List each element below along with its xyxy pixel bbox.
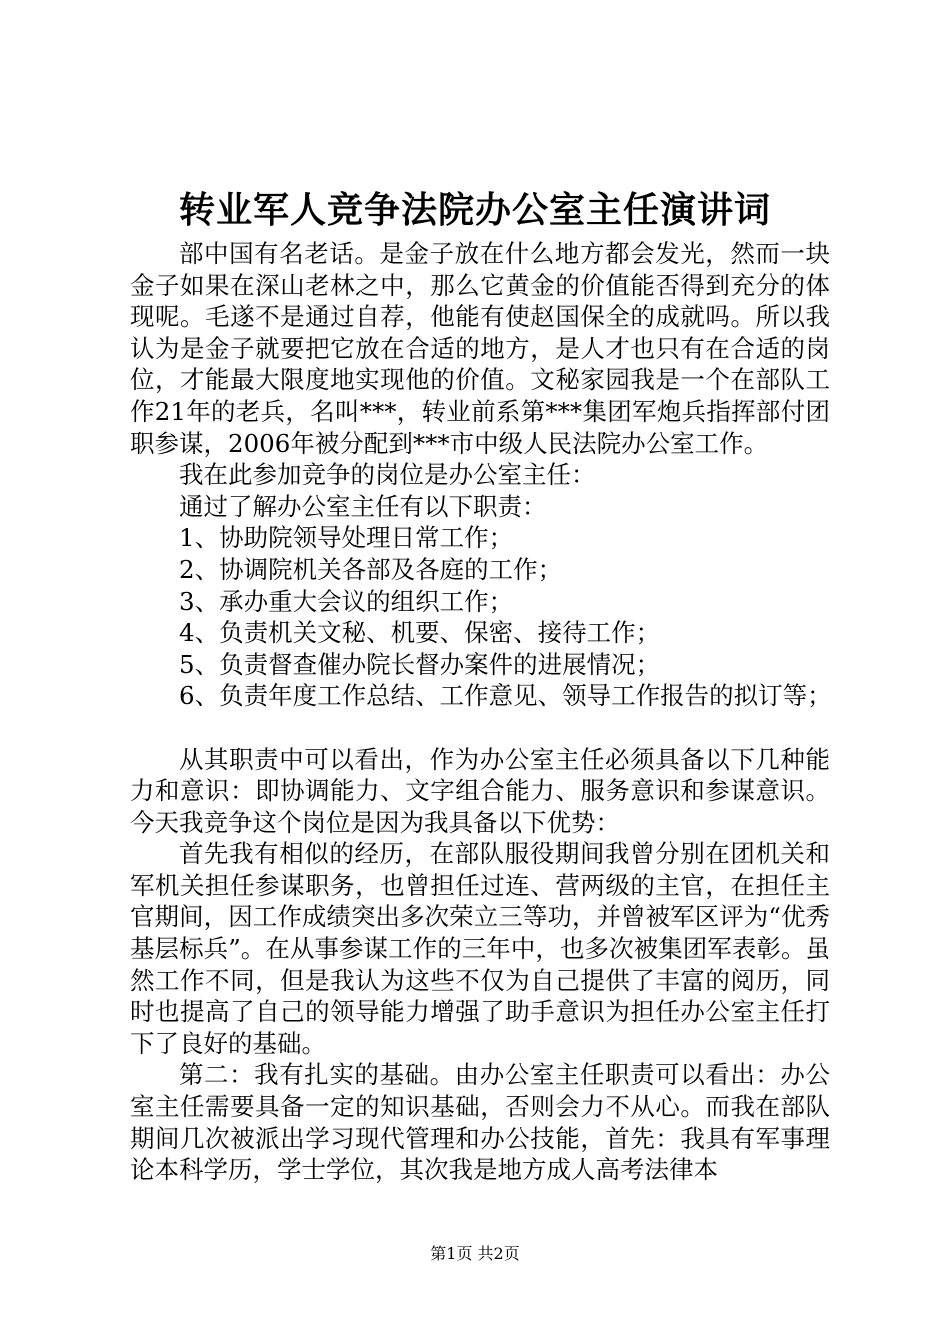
duty-item: 3、承办重大会议的组织工作； bbox=[179, 586, 514, 616]
paragraph-abilities: 从其职责中可以看出，作为办公室主任必须具备以下几种能力和意识：即协调能力、文字组合能力、服务意识和参谋意识。今天我竞争这个岗位是因为我具备以下优势： bbox=[130, 744, 830, 837]
paragraph-intro: 部中国有名老话。是金子放在什么地方都会发光，然而一块金子如果在深山老林之中，那么它黄金的价值能否得到充分的体现呢。毛遂不是通过自荐，他能有使赵国保全的成就吗。所以我认为是金子就要把它放在合适的地方，是人才也只有在合适的岗位，才能最大限度地实现他的价值。文秘家园我是一个在部队工作21年的老兵，名叫***，转业前系第***集团军炮兵指挥部付团职参谋，2006年被分配到***市中级人民法院办公室工作。 bbox=[130, 239, 830, 458]
duty-item: 5、负责督查催办院长督办案件的进展情况； bbox=[179, 649, 661, 679]
document-title: 转业军人竞争法院办公室主任演讲词 bbox=[178, 189, 771, 231]
blank-line bbox=[130, 712, 830, 744]
document-body bbox=[130, 238, 830, 1186]
paragraph-experience: 首先我有相似的经历，在部队服役期间我曾分别在团机关和军机关担任参谋职务，也曾担任过连、营两级的主官，在担任主官期间，因工作成绩突出多次荣立三等功，并曾被军区评为“优秀基层标兵”。在从事参谋工作的三年中，也多次被集团军表彰。虽然工作不同，但是我认为这些不仅为自己提供了丰富的阅历，同时也提高了自己的领导能力增强了助手意识为担任办公室主任打下了良好的基础。 bbox=[130, 839, 830, 1058]
duty-item: 4、负责机关文秘、机要、保密、接待工作； bbox=[179, 618, 661, 648]
duty-item: 2、协调院机关各部及各庭的工作； bbox=[179, 554, 563, 584]
paragraph-position: 我在此参加竞争的岗位是办公室主任： bbox=[179, 460, 596, 490]
paragraph-duties-intro: 通过了解办公室主任有以下职责： bbox=[179, 491, 547, 521]
duty-item: 6、负责年度工作总结、工作意见、领导工作报告的拟订等； bbox=[179, 681, 832, 711]
page-footer: 第1页 共2页 bbox=[430, 1244, 520, 1263]
paragraph-foundation: 第二：我有扎实的基础。由办公室主任职责可以看出：办公室主任需要具备一定的知识基础，否则会力不从心。而我在部队期间几次被派出学习现代管理和办公技能，首先：我具有军事理论本科学历，学士学位，其次我是地方成人高考法律本 bbox=[130, 1060, 830, 1185]
duty-item: 1、协助院领导处理日常工作； bbox=[179, 523, 514, 553]
